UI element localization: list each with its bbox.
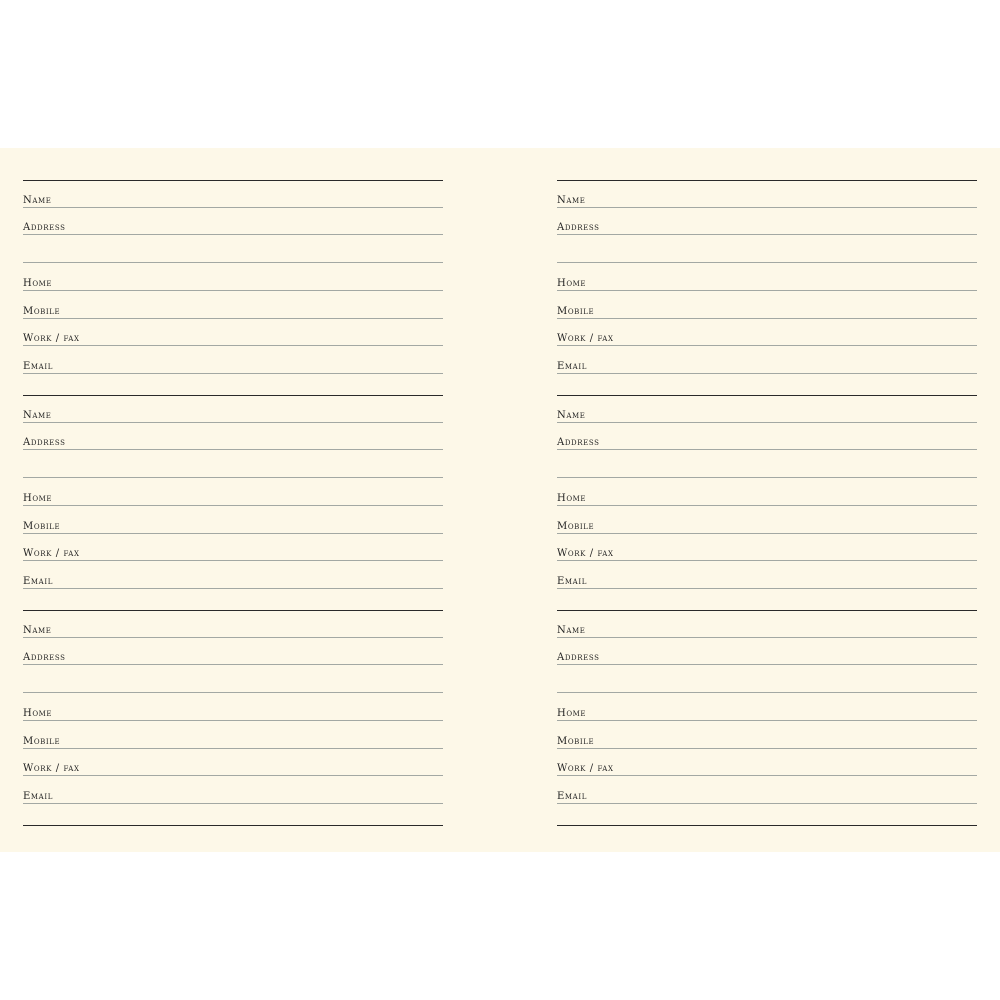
writing-line [23, 664, 443, 665]
address-label: Address [23, 437, 66, 449]
writing-line [557, 449, 977, 450]
work-fax-label: Work / fax [23, 333, 80, 345]
home-label: Home [23, 492, 53, 504]
writing-line [557, 262, 977, 263]
writing-line [557, 664, 977, 665]
address-line-2-field[interactable] [557, 673, 977, 693]
closing-rule [23, 825, 443, 826]
name-field[interactable] [557, 403, 977, 423]
work-fax-field[interactable] [23, 541, 443, 561]
writing-line [23, 803, 443, 804]
home-phone-field[interactable] [557, 701, 977, 721]
home-phone-field[interactable] [23, 701, 443, 721]
mobile-phone-field[interactable] [23, 299, 443, 319]
writing-line [557, 588, 977, 589]
address-line-2-field[interactable] [23, 243, 443, 263]
writing-line [557, 234, 977, 235]
home-phone-field[interactable] [557, 486, 977, 506]
mobile-phone-field[interactable] [23, 729, 443, 749]
writing-line [557, 373, 977, 374]
writing-line [23, 748, 443, 749]
address-field[interactable] [557, 430, 977, 450]
writing-line [23, 345, 443, 346]
closing-rule [557, 825, 977, 826]
mobile-phone-field[interactable] [23, 514, 443, 534]
writing-line [23, 637, 443, 638]
home-label: Home [557, 277, 587, 289]
writing-line [23, 422, 443, 423]
home-phone-field[interactable] [23, 486, 443, 506]
work-fax-field[interactable] [557, 541, 977, 561]
writing-line [557, 775, 977, 776]
address-field[interactable] [23, 645, 443, 665]
email-field[interactable] [557, 569, 977, 589]
writing-line [23, 692, 443, 693]
entry-divider [557, 610, 977, 611]
work-fax-field[interactable] [23, 326, 443, 346]
mobile-label: Mobile [23, 520, 61, 532]
address-field[interactable] [23, 215, 443, 235]
writing-line [557, 692, 977, 693]
home-label: Home [23, 707, 53, 719]
address-label: Address [23, 652, 66, 664]
mobile-label: Mobile [557, 520, 595, 532]
email-label: Email [23, 360, 53, 372]
writing-line [557, 803, 977, 804]
writing-line [23, 477, 443, 478]
name-label: Name [23, 194, 52, 206]
name-field[interactable] [557, 188, 977, 208]
work-fax-label: Work / fax [23, 763, 80, 775]
writing-line [23, 449, 443, 450]
address-line-2-field[interactable] [23, 458, 443, 478]
writing-line [557, 533, 977, 534]
entry-divider [23, 610, 443, 611]
home-label: Home [23, 277, 53, 289]
mobile-label: Mobile [557, 305, 595, 317]
address-line-2-field[interactable] [23, 673, 443, 693]
mobile-label: Mobile [557, 735, 595, 747]
address-label: Address [557, 222, 600, 234]
home-phone-field[interactable] [23, 271, 443, 291]
writing-line [557, 318, 977, 319]
writing-line [23, 505, 443, 506]
mobile-phone-field[interactable] [557, 729, 977, 749]
address-line-2-field[interactable] [557, 458, 977, 478]
email-label: Email [23, 575, 53, 587]
writing-line [557, 748, 977, 749]
name-label: Name [557, 409, 586, 421]
email-field[interactable] [23, 354, 443, 374]
email-label: Email [557, 575, 587, 587]
entry-divider [23, 395, 443, 396]
mobile-phone-field[interactable] [557, 514, 977, 534]
writing-line [23, 290, 443, 291]
writing-line [23, 262, 443, 263]
work-fax-field[interactable] [557, 326, 977, 346]
writing-line [23, 588, 443, 589]
name-field[interactable] [557, 618, 977, 638]
writing-line [557, 720, 977, 721]
writing-line [23, 533, 443, 534]
email-field[interactable] [557, 354, 977, 374]
writing-line [23, 720, 443, 721]
work-fax-label: Work / fax [557, 548, 614, 560]
email-field[interactable] [23, 784, 443, 804]
home-label: Home [557, 492, 587, 504]
name-label: Name [23, 409, 52, 421]
email-label: Email [23, 790, 53, 802]
name-field[interactable] [23, 403, 443, 423]
writing-line [557, 345, 977, 346]
email-label: Email [557, 360, 587, 372]
writing-line [23, 234, 443, 235]
work-fax-field[interactable] [23, 756, 443, 776]
work-fax-label: Work / fax [557, 763, 614, 775]
email-label: Email [557, 790, 587, 802]
email-field[interactable] [557, 784, 977, 804]
entry-divider [557, 395, 977, 396]
writing-line [23, 207, 443, 208]
address-label: Address [557, 437, 600, 449]
name-label: Name [557, 624, 586, 636]
writing-line [557, 505, 977, 506]
entry-divider [23, 180, 443, 181]
address-label: Address [23, 222, 66, 234]
writing-line [557, 560, 977, 561]
address-book-spread [0, 148, 1000, 852]
home-phone-field[interactable] [557, 271, 977, 291]
work-fax-label: Work / fax [557, 333, 614, 345]
left-page [23, 148, 443, 852]
name-field[interactable] [23, 188, 443, 208]
email-field[interactable] [23, 569, 443, 589]
mobile-label: Mobile [23, 735, 61, 747]
right-page [557, 148, 977, 852]
mobile-label: Mobile [23, 305, 61, 317]
mobile-phone-field[interactable] [557, 299, 977, 319]
name-field[interactable] [23, 618, 443, 638]
writing-line [557, 637, 977, 638]
entry-divider [557, 180, 977, 181]
address-field[interactable] [23, 430, 443, 450]
home-label: Home [557, 707, 587, 719]
writing-line [23, 560, 443, 561]
address-label: Address [557, 652, 600, 664]
address-line-2-field[interactable] [557, 243, 977, 263]
name-label: Name [557, 194, 586, 206]
address-field[interactable] [557, 215, 977, 235]
writing-line [557, 422, 977, 423]
writing-line [23, 318, 443, 319]
writing-line [557, 290, 977, 291]
work-fax-label: Work / fax [23, 548, 80, 560]
writing-line [23, 373, 443, 374]
address-field[interactable] [557, 645, 977, 665]
name-label: Name [23, 624, 52, 636]
writing-line [557, 207, 977, 208]
work-fax-field[interactable] [557, 756, 977, 776]
writing-line [23, 775, 443, 776]
writing-line [557, 477, 977, 478]
